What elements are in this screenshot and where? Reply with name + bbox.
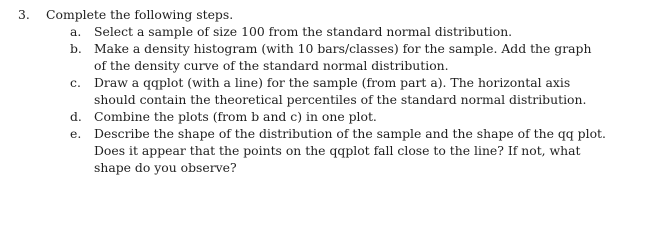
step-letter: c.	[70, 75, 81, 90]
step-letter: a.	[70, 24, 82, 39]
step-line: should contain the theoretical percentiles of the standard normal distribution.	[94, 92, 587, 107]
step-text	[94, 23, 642, 40]
step-a	[70, 23, 642, 40]
step-letter: b.	[70, 41, 82, 56]
problem-number: 3.	[18, 7, 30, 22]
step-line: Does it appear that the points on the qqplot fall close to the line? If not, what	[94, 143, 581, 158]
step-letter: e.	[70, 126, 82, 141]
step-letter: d.	[70, 109, 82, 124]
step-line: Combine the plots (from b and c) in one plot.	[94, 109, 377, 124]
step-text	[94, 74, 642, 108]
step-line: of the density curve of the standard normal distribution.	[94, 58, 449, 73]
step-b	[70, 40, 642, 74]
steps-list	[70, 23, 642, 176]
problem-3	[18, 6, 648, 176]
problem-intro: Complete the following steps.	[46, 7, 234, 22]
step-line: Select a sample of size 100 from the standard normal distribution.	[94, 24, 513, 39]
step-d	[70, 108, 642, 125]
problem-header	[18, 6, 648, 23]
step-line: shape do you observe?	[94, 160, 237, 175]
step-text	[94, 108, 642, 125]
step-text	[94, 125, 642, 176]
step-e	[70, 125, 642, 176]
step-c	[70, 74, 642, 108]
step-line: Draw a qqplot (with a line) for the sample (from part a). The horizontal axis	[94, 75, 571, 90]
step-line: Make a density histogram (with 10 bars/classes) for the sample. Add the graph	[94, 41, 592, 56]
step-line: Describe the shape of the distribution of the sample and the shape of the qq plot.	[94, 126, 606, 141]
step-text	[94, 40, 642, 74]
